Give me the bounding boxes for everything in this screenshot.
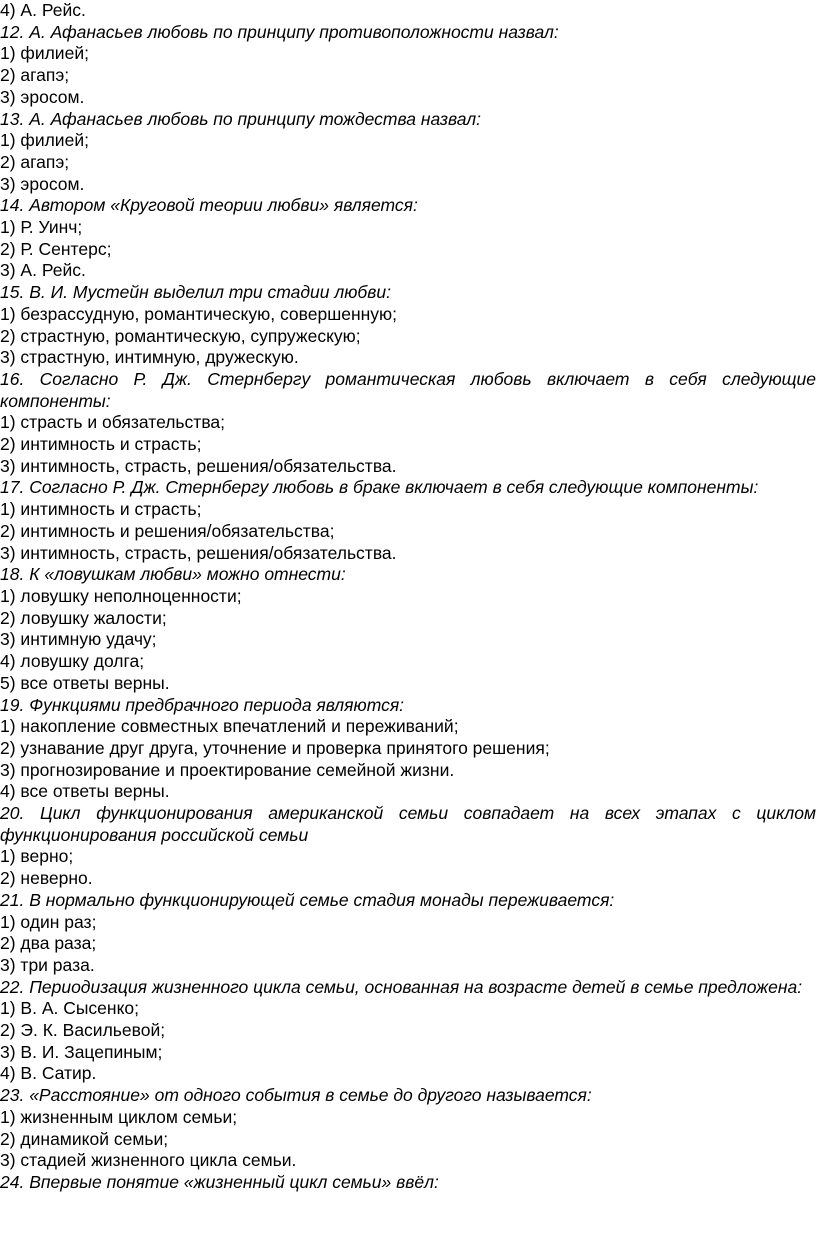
answer-option: 2) интимность и страсть; bbox=[0, 434, 202, 455]
answer-option: 2) Р. Сентерс; bbox=[0, 238, 112, 259]
answer-option: 2) динамикой семьи; bbox=[0, 1128, 169, 1149]
answer-option: 2) неверно. bbox=[0, 868, 93, 889]
answer-option: 1) страсть и обязательства; bbox=[0, 412, 226, 433]
question-text: 17. Согласно Р. Дж. Стернбергу любовь в браке включает в себя следующие компоненты: bbox=[0, 477, 759, 498]
answer-option: 3) страстную, интимную, дружескую. bbox=[0, 347, 299, 368]
answer-option: 1) интимность и страсть; bbox=[0, 499, 202, 520]
answer-option: 2) страстную, романтическую, супружескую; bbox=[0, 325, 361, 346]
answer-option: 3) три раза. bbox=[0, 954, 95, 975]
answer-option: 2) два раза; bbox=[0, 933, 97, 954]
answer-option: 5) все ответы верны. bbox=[0, 672, 170, 693]
answer-option: 1) один раз; bbox=[0, 911, 97, 932]
question-text: 20. Цикл функционирования американской семьи совпадает на всех этапах с циклом функционирования российской семьи bbox=[0, 803, 816, 845]
answer-option: 1) Р. Уинч; bbox=[0, 217, 83, 238]
question-text: 19. Функциями предбрачного периода являются: bbox=[0, 694, 405, 715]
answer-option: 1) филией; bbox=[0, 130, 89, 151]
question-text: 18. К «ловушкам любви» можно отнести: bbox=[0, 564, 346, 585]
answer-option: 4) ловушку долга; bbox=[0, 651, 145, 672]
answer-option: 2) агапэ; bbox=[0, 151, 70, 172]
answer-option: 1) филией; bbox=[0, 43, 89, 64]
answer-option: 4) все ответы верны. bbox=[0, 781, 170, 802]
answer-option: 3) А. Рейс. bbox=[0, 260, 86, 281]
question-text: 21. В нормально функционирующей семье стадия монады переживается: bbox=[0, 889, 615, 910]
question-text: 12. А. Афанасьев любовь по принципу противоположности назвал: bbox=[0, 21, 559, 42]
answer-option: 3) эросом. bbox=[0, 173, 85, 194]
answer-option: 3) эросом. bbox=[0, 86, 85, 107]
answer-option: 2) интимность и решения/обязательства; bbox=[0, 520, 335, 541]
answer-option: 1) жизненным циклом семьи; bbox=[0, 1106, 238, 1127]
answer-option: 2) Э. К. Васильевой; bbox=[0, 1020, 166, 1041]
answer-option: 3) интимную удачу; bbox=[0, 629, 157, 650]
answer-option: 1) безрассудную, романтическую, совершенную; bbox=[0, 303, 398, 324]
answer-option: 1) В. А. Сысенко; bbox=[0, 998, 140, 1019]
answer-option: 3) В. И. Зацепиным; bbox=[0, 1041, 163, 1062]
answer-option: 1) верно; bbox=[0, 846, 74, 867]
answer-option: 2) ловушку жалости; bbox=[0, 607, 167, 628]
question-text: 14. Автором «Круговой теории любви» является: bbox=[0, 195, 418, 216]
answer-option: 3) интимность, страсть, решения/обязательства. bbox=[0, 542, 397, 563]
question-text: 16. Согласно Р. Дж. Стернбергу романтическая любовь включает в себя следующие компоненты: bbox=[0, 368, 816, 411]
answer-option: 1) накопление совместных впечатлений и переживаний; bbox=[0, 716, 459, 737]
answer-option: 3) прогнозирование и проектирование семейной жизни. bbox=[0, 759, 455, 780]
answer-option: 2) узнавание друг друга, уточнение и проверка принятого решения; bbox=[0, 737, 550, 758]
question-text: 13. А. Афанасьев любовь по принципу тождества назвал: bbox=[0, 108, 481, 129]
answer-option: 1) ловушку неполноценности; bbox=[0, 585, 242, 606]
question-text: 23. «Расстояние» от одного события в семье до другого называется: bbox=[0, 1085, 592, 1106]
answer-option: 4) А. Рейс. bbox=[0, 0, 86, 20]
answer-option: 3) интимность, страсть, решения/обязательства. bbox=[0, 455, 397, 476]
answer-option: 2) агапэ; bbox=[0, 65, 70, 86]
answer-option: 3) стадией жизненного цикла семьи. bbox=[0, 1150, 297, 1171]
question-text: 24. Впервые понятие «жизненный цикл семьи» ввёл: bbox=[0, 1171, 439, 1192]
question-text: 22. Периодизация жизненного цикла семьи, основанная на возрасте детей в семье предложена: bbox=[0, 976, 803, 997]
question-text: 15. В. И. Мустейн выделил три стадии любви: bbox=[0, 282, 391, 303]
answer-option: 4) В. Сатир. bbox=[0, 1063, 97, 1084]
